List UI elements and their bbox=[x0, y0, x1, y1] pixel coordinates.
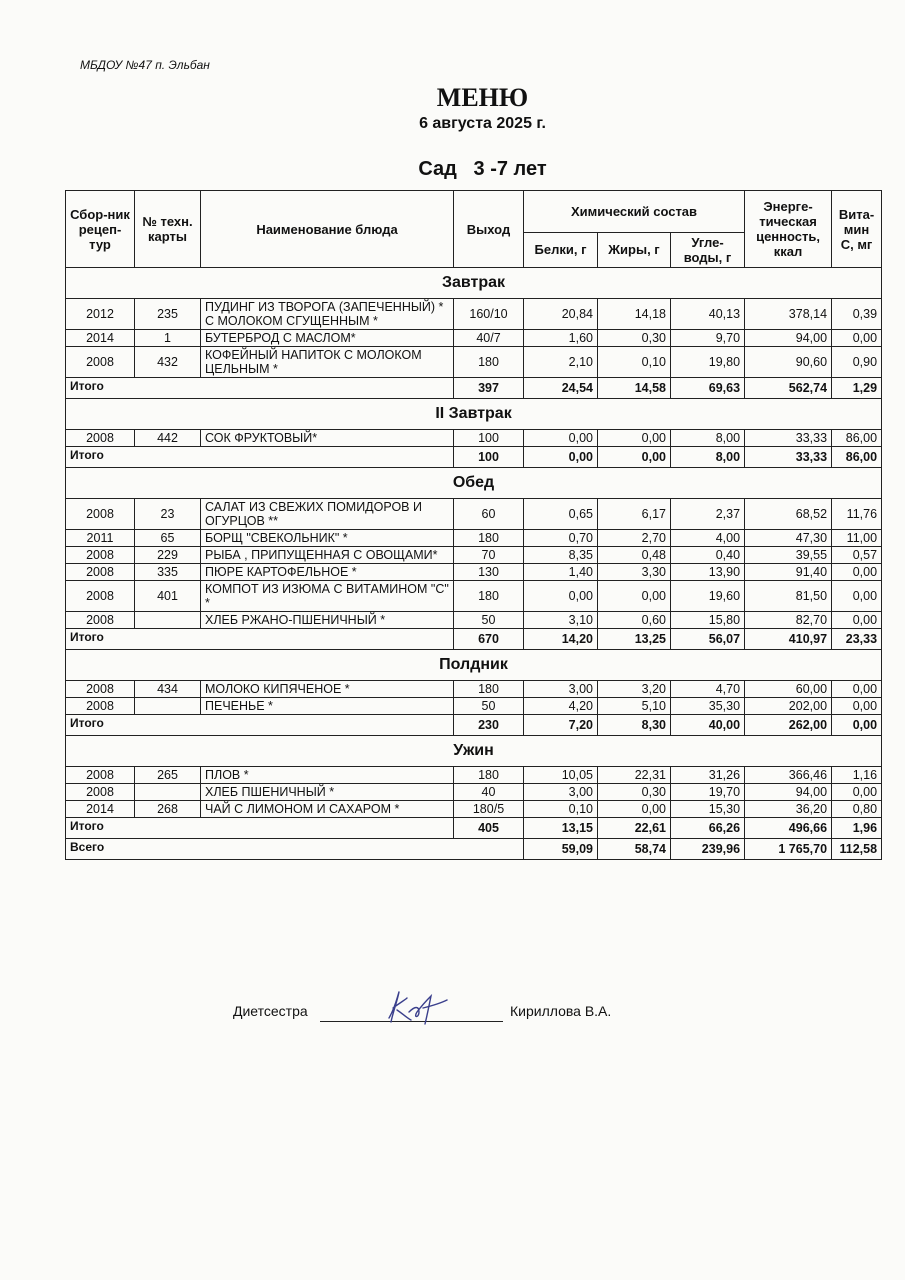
table-row bbox=[66, 612, 882, 629]
fats-value: 3,20 bbox=[598, 681, 671, 698]
dish-name: СОК ФРУКТОВЫЙ* bbox=[201, 430, 454, 447]
total-label: Итого bbox=[66, 818, 454, 839]
vitamin-value: 0,00 bbox=[832, 564, 882, 581]
total-proteins: 14,20 bbox=[524, 629, 598, 650]
dish-output: 180 bbox=[454, 347, 524, 378]
proteins-value: 2,10 bbox=[524, 347, 598, 378]
proteins-value: 20,84 bbox=[524, 299, 598, 330]
total-proteins: 24,54 bbox=[524, 378, 598, 399]
total-carbs: 40,00 bbox=[671, 715, 745, 736]
fats-value: 14,18 bbox=[598, 299, 671, 330]
total-proteins: 0,00 bbox=[524, 447, 598, 468]
total-row bbox=[66, 447, 882, 468]
collection-year: 2014 bbox=[66, 801, 135, 818]
tech-card-number: 23 bbox=[135, 499, 201, 530]
total-output: 397 bbox=[454, 378, 524, 399]
signature-name: Кириллова В.А. bbox=[510, 1003, 612, 1019]
energy-value: 90,60 bbox=[745, 347, 832, 378]
dish-name: САЛАТ ИЗ СВЕЖИХ ПОМИДОРОВ И ОГУРЦОВ ** bbox=[201, 499, 454, 530]
tech-card-number: 401 bbox=[135, 581, 201, 612]
total-vitamin: 1,29 bbox=[832, 378, 882, 399]
energy-value: 60,00 bbox=[745, 681, 832, 698]
total-row bbox=[66, 818, 882, 839]
tech-card-number: 65 bbox=[135, 530, 201, 547]
energy-value: 378,14 bbox=[745, 299, 832, 330]
tech-card-number: 1 bbox=[135, 330, 201, 347]
section-row bbox=[66, 468, 882, 499]
carbs-value: 19,60 bbox=[671, 581, 745, 612]
table-row bbox=[66, 530, 882, 547]
fats-value: 0,00 bbox=[598, 430, 671, 447]
collection-year: 2008 bbox=[66, 698, 135, 715]
table-row bbox=[66, 547, 882, 564]
total-vitamin: 23,33 bbox=[832, 629, 882, 650]
dish-name: БУТЕРБРОД С МАСЛОМ* bbox=[201, 330, 454, 347]
dish-name: ПУДИНГ ИЗ ТВОРОГА (ЗАПЕЧЕННЫЙ) * С МОЛОКОМ СГУЩЕННЫМ * bbox=[201, 299, 454, 330]
collection-year: 2008 bbox=[66, 430, 135, 447]
dish-output: 100 bbox=[454, 430, 524, 447]
fats-value: 0,48 bbox=[598, 547, 671, 564]
proteins-value: 10,05 bbox=[524, 767, 598, 784]
proteins-value: 3,00 bbox=[524, 784, 598, 801]
menu-table bbox=[65, 190, 882, 860]
table-row bbox=[66, 499, 882, 530]
total-vitamin: 86,00 bbox=[832, 447, 882, 468]
col-dish-name: Наименование блюда bbox=[201, 191, 454, 268]
tech-card-number bbox=[135, 612, 201, 629]
table-row bbox=[66, 698, 882, 715]
total-fats: 0,00 bbox=[598, 447, 671, 468]
collection-year: 2008 bbox=[66, 767, 135, 784]
vitamin-value: 1,16 bbox=[832, 767, 882, 784]
collection-year: 2008 bbox=[66, 581, 135, 612]
section-row bbox=[66, 268, 882, 299]
col-output: Выход bbox=[454, 191, 524, 268]
grand-total-carbs: 239,96 bbox=[671, 839, 745, 860]
signature-role: Диетсестра bbox=[233, 1003, 308, 1019]
vitamin-value: 0,00 bbox=[832, 330, 882, 347]
section-title: Завтрак bbox=[66, 268, 882, 299]
vitamin-value: 0,00 bbox=[832, 784, 882, 801]
energy-value: 39,55 bbox=[745, 547, 832, 564]
section-row bbox=[66, 650, 882, 681]
table-row bbox=[66, 299, 882, 330]
fats-value: 22,31 bbox=[598, 767, 671, 784]
dish-output: 180 bbox=[454, 767, 524, 784]
vitamin-value: 11,76 bbox=[832, 499, 882, 530]
dish-output: 180 bbox=[454, 681, 524, 698]
energy-value: 202,00 bbox=[745, 698, 832, 715]
table-row bbox=[66, 767, 882, 784]
tech-card-number: 442 bbox=[135, 430, 201, 447]
fats-value: 0,30 bbox=[598, 784, 671, 801]
total-proteins: 13,15 bbox=[524, 818, 598, 839]
carbs-value: 15,30 bbox=[671, 801, 745, 818]
table-row bbox=[66, 430, 882, 447]
proteins-value: 0,65 bbox=[524, 499, 598, 530]
col-proteins: Белки, г bbox=[524, 232, 598, 267]
total-output: 670 bbox=[454, 629, 524, 650]
dish-name: РЫБА , ПРИПУЩЕННАЯ С ОВОЩАМИ* bbox=[201, 547, 454, 564]
col-energy: Энерге-тическая ценность, ккал bbox=[745, 191, 832, 268]
menu-date: 6 августа 2025 г. bbox=[419, 115, 546, 132]
total-vitamin: 0,00 bbox=[832, 715, 882, 736]
energy-value: 94,00 bbox=[745, 784, 832, 801]
col-tech-card: № техн. карты bbox=[135, 191, 201, 268]
energy-value: 81,50 bbox=[745, 581, 832, 612]
carbs-value: 2,37 bbox=[671, 499, 745, 530]
page-title: МЕНЮ bbox=[436, 83, 529, 112]
proteins-value: 3,10 bbox=[524, 612, 598, 629]
tech-card-number: 268 bbox=[135, 801, 201, 818]
section-title: Полдник bbox=[66, 650, 882, 681]
dish-name: ПЛОВ * bbox=[201, 767, 454, 784]
energy-value: 36,20 bbox=[745, 801, 832, 818]
dish-output: 130 bbox=[454, 564, 524, 581]
fats-value: 0,00 bbox=[598, 581, 671, 612]
grand-total-energy: 1 765,70 bbox=[745, 839, 832, 860]
col-chemical: Химический состав bbox=[524, 191, 745, 233]
total-energy: 33,33 bbox=[745, 447, 832, 468]
tech-card-number: 265 bbox=[135, 767, 201, 784]
total-energy: 496,66 bbox=[745, 818, 832, 839]
proteins-value: 1,40 bbox=[524, 564, 598, 581]
tech-card-number: 235 bbox=[135, 299, 201, 330]
total-row bbox=[66, 629, 882, 650]
col-vitamin: Вита-мин С, мг bbox=[832, 191, 882, 268]
energy-value: 68,52 bbox=[745, 499, 832, 530]
dish-output: 180 bbox=[454, 581, 524, 612]
total-output: 230 bbox=[454, 715, 524, 736]
fats-value: 0,10 bbox=[598, 347, 671, 378]
carbs-value: 4,70 bbox=[671, 681, 745, 698]
table-row bbox=[66, 330, 882, 347]
total-energy: 410,97 bbox=[745, 629, 832, 650]
fats-value: 3,30 bbox=[598, 564, 671, 581]
carbs-value: 4,00 bbox=[671, 530, 745, 547]
organization-name: МБДОУ №47 п. Эльбан bbox=[80, 58, 210, 72]
carbs-value: 19,80 bbox=[671, 347, 745, 378]
table-row bbox=[66, 581, 882, 612]
total-label: Итого bbox=[66, 447, 454, 468]
total-output: 405 bbox=[454, 818, 524, 839]
collection-year: 2008 bbox=[66, 564, 135, 581]
dish-name: ХЛЕБ РЖАНО-ПШЕНИЧНЫЙ * bbox=[201, 612, 454, 629]
menu-body bbox=[66, 268, 882, 860]
tech-card-number: 432 bbox=[135, 347, 201, 378]
total-carbs: 66,26 bbox=[671, 818, 745, 839]
total-row bbox=[66, 378, 882, 399]
section-title: Обед bbox=[66, 468, 882, 499]
grand-total-vitamin: 112,58 bbox=[832, 839, 882, 860]
dish-name: ПЕЧЕНЬЕ * bbox=[201, 698, 454, 715]
total-label: Итого bbox=[66, 629, 454, 650]
total-vitamin: 1,96 bbox=[832, 818, 882, 839]
signature-block bbox=[233, 1003, 633, 1027]
total-energy: 262,00 bbox=[745, 715, 832, 736]
collection-year: 2008 bbox=[66, 612, 135, 629]
fats-value: 0,00 bbox=[598, 801, 671, 818]
energy-value: 47,30 bbox=[745, 530, 832, 547]
total-energy: 562,74 bbox=[745, 378, 832, 399]
dish-name: ПЮРЕ КАРТОФЕЛЬНОЕ * bbox=[201, 564, 454, 581]
grand-total-label: Всего bbox=[66, 839, 524, 860]
proteins-value: 8,35 bbox=[524, 547, 598, 564]
proteins-value: 4,20 bbox=[524, 698, 598, 715]
collection-year: 2008 bbox=[66, 784, 135, 801]
carbs-value: 31,26 bbox=[671, 767, 745, 784]
total-fats: 14,58 bbox=[598, 378, 671, 399]
collection-year: 2014 bbox=[66, 330, 135, 347]
grand-total-proteins: 59,09 bbox=[524, 839, 598, 860]
vitamin-value: 0,80 bbox=[832, 801, 882, 818]
section-row bbox=[66, 399, 882, 430]
proteins-value: 1,60 bbox=[524, 330, 598, 347]
grand-total-row bbox=[66, 839, 882, 860]
vitamin-value: 0,00 bbox=[832, 581, 882, 612]
dish-output: 160/10 bbox=[454, 299, 524, 330]
dish-name: МОЛОКО КИПЯЧЕНОЕ * bbox=[201, 681, 454, 698]
carbs-value: 8,00 bbox=[671, 430, 745, 447]
energy-value: 94,00 bbox=[745, 330, 832, 347]
energy-value: 366,46 bbox=[745, 767, 832, 784]
fats-value: 0,60 bbox=[598, 612, 671, 629]
section-row bbox=[66, 736, 882, 767]
fats-value: 6,17 bbox=[598, 499, 671, 530]
age-group: Сад 3 -7 лет bbox=[418, 158, 547, 180]
carbs-value: 19,70 bbox=[671, 784, 745, 801]
fats-value: 0,30 bbox=[598, 330, 671, 347]
total-fats: 8,30 bbox=[598, 715, 671, 736]
dish-output: 70 bbox=[454, 547, 524, 564]
vitamin-value: 0,90 bbox=[832, 347, 882, 378]
dish-output: 50 bbox=[454, 612, 524, 629]
proteins-value: 0,00 bbox=[524, 581, 598, 612]
total-output: 100 bbox=[454, 447, 524, 468]
dish-output: 60 bbox=[454, 499, 524, 530]
dish-output: 40 bbox=[454, 784, 524, 801]
signature-mark bbox=[383, 988, 453, 1028]
collection-year: 2012 bbox=[66, 299, 135, 330]
vitamin-value: 0,39 bbox=[832, 299, 882, 330]
tech-card-number: 434 bbox=[135, 681, 201, 698]
carbs-value: 15,80 bbox=[671, 612, 745, 629]
tech-card-number bbox=[135, 698, 201, 715]
total-fats: 22,61 bbox=[598, 818, 671, 839]
total-label: Итого bbox=[66, 378, 454, 399]
tech-card-number: 335 bbox=[135, 564, 201, 581]
table-row bbox=[66, 347, 882, 378]
dish-name: КОМПОТ ИЗ ИЗЮМА С ВИТАМИНОМ "С" * bbox=[201, 581, 454, 612]
dish-name: ЧАЙ С ЛИМОНОМ И САХАРОМ * bbox=[201, 801, 454, 818]
col-fats: Жиры, г bbox=[598, 232, 671, 267]
grand-total-fats: 58,74 bbox=[598, 839, 671, 860]
collection-year: 2008 bbox=[66, 547, 135, 564]
carbs-value: 9,70 bbox=[671, 330, 745, 347]
dish-output: 50 bbox=[454, 698, 524, 715]
total-row bbox=[66, 715, 882, 736]
table-row bbox=[66, 564, 882, 581]
vitamin-value: 0,00 bbox=[832, 612, 882, 629]
fats-value: 2,70 bbox=[598, 530, 671, 547]
vitamin-value: 0,00 bbox=[832, 698, 882, 715]
total-fats: 13,25 bbox=[598, 629, 671, 650]
collection-year: 2008 bbox=[66, 499, 135, 530]
vitamin-value: 11,00 bbox=[832, 530, 882, 547]
total-label: Итого bbox=[66, 715, 454, 736]
table-row bbox=[66, 784, 882, 801]
col-collection: Сбор-ник рецеп-тур bbox=[66, 191, 135, 268]
vitamin-value: 0,57 bbox=[832, 547, 882, 564]
proteins-value: 0,00 bbox=[524, 430, 598, 447]
col-carbs: Угле-воды, г bbox=[671, 232, 745, 267]
total-proteins: 7,20 bbox=[524, 715, 598, 736]
energy-value: 91,40 bbox=[745, 564, 832, 581]
dish-name: КОФЕЙНЫЙ НАПИТОК С МОЛОКОМ ЦЕЛЬНЫМ * bbox=[201, 347, 454, 378]
collection-year: 2008 bbox=[66, 347, 135, 378]
section-title: II Завтрак bbox=[66, 399, 882, 430]
fats-value: 5,10 bbox=[598, 698, 671, 715]
proteins-value: 3,00 bbox=[524, 681, 598, 698]
collection-year: 2011 bbox=[66, 530, 135, 547]
dish-name: БОРЩ "СВЕКОЛЬНИК" * bbox=[201, 530, 454, 547]
dish-output: 40/7 bbox=[454, 330, 524, 347]
table-row bbox=[66, 801, 882, 818]
carbs-value: 35,30 bbox=[671, 698, 745, 715]
proteins-value: 0,70 bbox=[524, 530, 598, 547]
tech-card-number: 229 bbox=[135, 547, 201, 564]
total-carbs: 56,07 bbox=[671, 629, 745, 650]
total-carbs: 69,63 bbox=[671, 378, 745, 399]
collection-year: 2008 bbox=[66, 681, 135, 698]
tech-card-number bbox=[135, 784, 201, 801]
carbs-value: 40,13 bbox=[671, 299, 745, 330]
proteins-value: 0,10 bbox=[524, 801, 598, 818]
carbs-value: 13,90 bbox=[671, 564, 745, 581]
energy-value: 82,70 bbox=[745, 612, 832, 629]
dish-output: 180 bbox=[454, 530, 524, 547]
total-carbs: 8,00 bbox=[671, 447, 745, 468]
carbs-value: 0,40 bbox=[671, 547, 745, 564]
section-title: Ужин bbox=[66, 736, 882, 767]
vitamin-value: 0,00 bbox=[832, 681, 882, 698]
vitamin-value: 86,00 bbox=[832, 430, 882, 447]
dish-name: ХЛЕБ ПШЕНИЧНЫЙ * bbox=[201, 784, 454, 801]
dish-output: 180/5 bbox=[454, 801, 524, 818]
energy-value: 33,33 bbox=[745, 430, 832, 447]
table-row bbox=[66, 681, 882, 698]
